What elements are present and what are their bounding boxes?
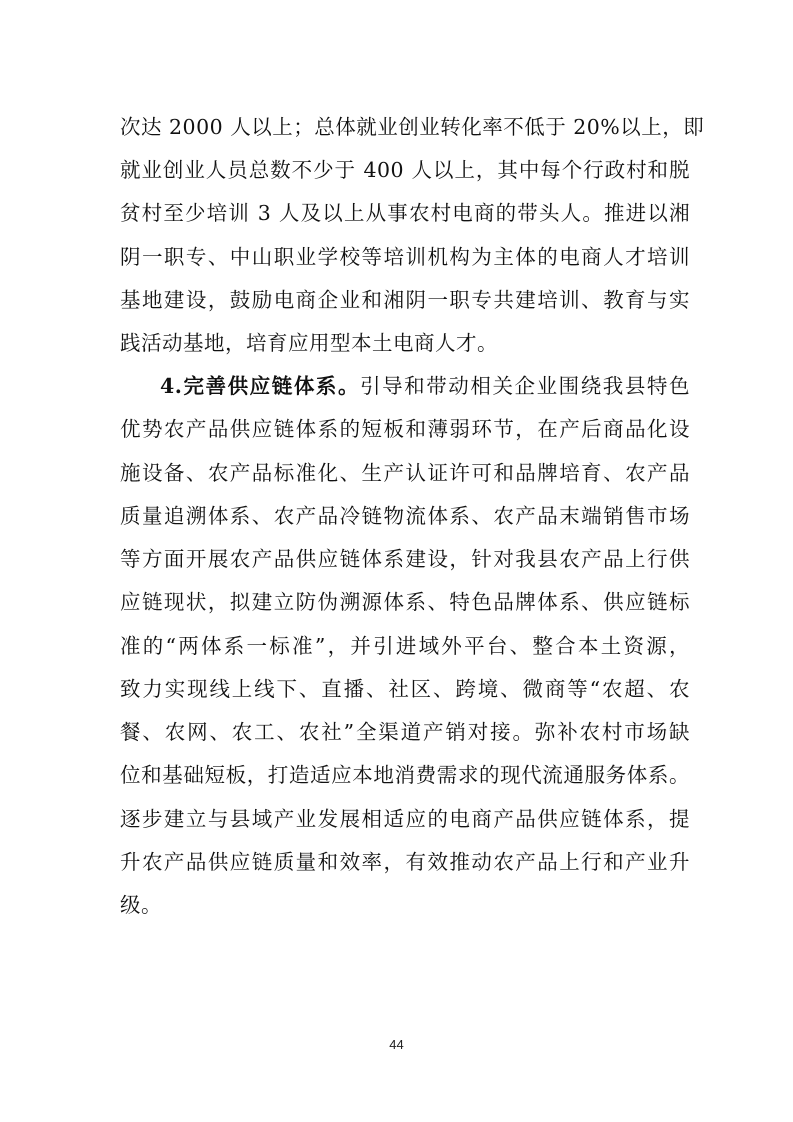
paragraph-line: 级。 (120, 893, 162, 917)
paragraph-line: 基地建设，鼓励电商企业和湘阴一职专共建培训、教育与实 (120, 288, 690, 312)
page-number: 44 (389, 1037, 404, 1052)
paragraph-line: 位和基础短板，打造适应本地消费需求的现代流通服务体系。 (120, 763, 690, 787)
section-heading-continuation: 引导和带动相关企业围绕我县特色 (360, 374, 691, 398)
paragraph-line: 应链现状，拟建立防伪溯源体系、特色品牌体系、供应链标 (120, 590, 690, 614)
section-heading: 4.完善供应链体系。 (160, 374, 361, 398)
paragraph-line: 阴一职专、中山职业学校等培训机构为主体的电商人才培训 (120, 245, 690, 269)
section-heading-line (160, 366, 690, 406)
paragraph-line: 餐、农网、农工、农社”全渠道产销对接。弥补农村市场缺 (120, 720, 690, 744)
paragraph-line: 优势农产品供应链体系的短板和薄弱环节，在产后商品化设 (120, 417, 690, 441)
paragraph-line: 质量追溯体系、农产品冷链物流体系、农产品末端销售市场 (120, 504, 690, 528)
paragraph-line: 逐步建立与县域产业发展相适应的电商产品供应链体系，提 (120, 807, 690, 831)
paragraph-line: 致力实现线上线下、直播、社区、跨境、微商等“农超、农 (120, 677, 690, 701)
paragraph-line: 就业创业人员总数不少于 400 人以上，其中每个行政村和脱 (120, 158, 690, 182)
paragraph-line: 施设备、农产品标准化、生产认证许可和品牌培育、农产品 (120, 461, 690, 485)
paragraph-line: 准的“两体系一标准”，并引进域外平台、整合本土资源， (120, 634, 690, 658)
paragraph-line: 等方面开展农产品供应链体系建设，针对我县农产品上行供 (120, 547, 690, 571)
paragraph-line: 践活动基地，培育应用型本土电商人才。 (120, 331, 498, 355)
paragraph-line: 贫村至少培训 3 人及以上从事农村电商的带头人。推进以湘 (120, 201, 690, 225)
paragraph-line: 次达 2000 人以上；总体就业创业转化率不低于 20%以上，即 (120, 115, 705, 139)
paragraph-line: 升农产品供应链质量和效率，有效推动农产品上行和产业升 (120, 850, 690, 874)
